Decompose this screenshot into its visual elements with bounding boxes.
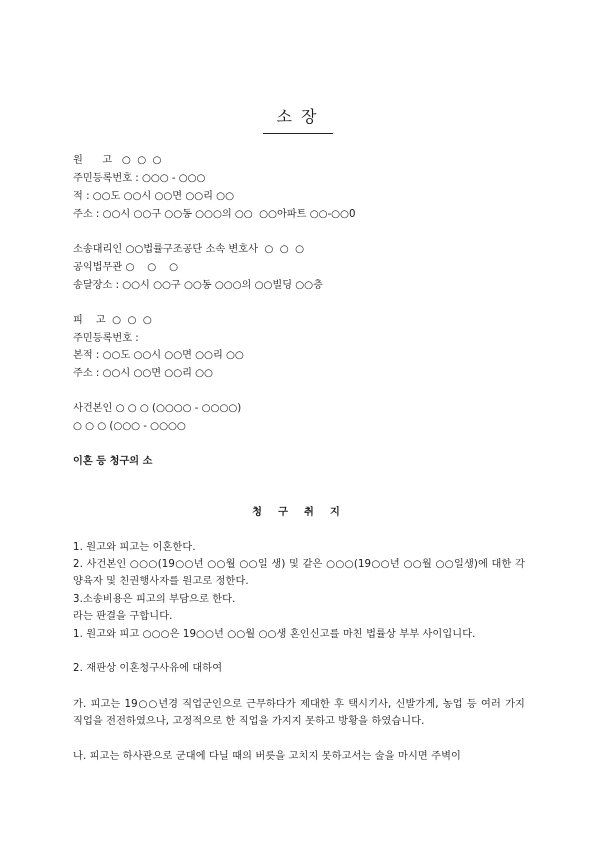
plaintiff-address: 주소 : ○○시 ○○구 ○○동 ○○○의 ○○ ○○아파트 ○○-○○0	[73, 209, 356, 220]
claim-heading: 청 구 취 지	[252, 507, 343, 518]
reason-ga: 가. 피고는 19○○년경 직업군인으로 근무하다가 제대한 후 택시기사, 신발가게, 농업 등 여러 가지 직업을 전전하였으나, 고정적으로 한 직업을 가지지 못하고 방황을 하였습니다.	[73, 699, 525, 728]
claim-item-3: 3.소송비용은 피고의 부담으로 한다.	[73, 594, 236, 605]
plaintiff-name: 원 고 ○ ○ ○	[73, 155, 162, 166]
agent-public-officer: 공익법무관 ○ ○ ○	[73, 262, 179, 273]
defendant-address: 주소 : ○○시 ○○면 ○○리 ○○	[73, 368, 213, 379]
claim-cause-2: 2. 재판상 이혼청구사유에 대하여	[73, 663, 223, 674]
plaintiff-domicile: 적 : ○○도 ○○시 ○○면 ○○리 ○○	[73, 191, 234, 202]
defendant-name: 피 고 ○ ○ ○	[73, 315, 152, 326]
defendant-domicile: 본적 : ○○도 ○○시 ○○면 ○○리 ○○	[73, 350, 244, 361]
case-title: 이혼 등 청구의 소	[73, 456, 153, 467]
defendant-id-number: 주민등록번호 :	[73, 333, 139, 344]
claim-item-1: 1. 원고와 피고는 이혼한다.	[73, 542, 196, 553]
agent-service-address: 송달장소 : ○○시 ○○구 ○○동 ○○○의 ○○빌딩 ○○층	[73, 280, 323, 291]
claim-closing: 라는 판결을 구합니다.	[73, 611, 173, 622]
child-line-1: 사건본인 ○ ○ ○ (○○○○ - ○○○○)	[73, 403, 242, 414]
document-title: 소 장	[263, 104, 333, 134]
child-line-2: ○ ○ ○ (○○○ - ○○○○	[73, 421, 186, 432]
reason-na: 나. 피고는 하사관으로 군대에 다닐 때의 버릇을 고치지 못하고서는 술을 마시면 주벽이	[73, 751, 461, 762]
claim-cause-1: 1. 원고와 피고 ○○○은 19○○년 ○○월 ○○생 혼인신고를 마친 법률상 부부 사이입니다.	[73, 629, 476, 640]
plaintiff-id-number: 주민등록번호 : ○○○ - ○○○	[73, 173, 206, 184]
claim-item-2: 2. 사건본인 ○○○(19○○년 ○○월 ○○일 생) 및 같은 ○○○(19○○년 ○○월 ○○일생)에 대한 각 양육자 및 친권행사자를 원고로 정한다.	[73, 559, 525, 588]
agent-attorney: 소송대리인 ○○법률구조공단 소속 변호사 ○ ○ ○	[73, 244, 305, 255]
